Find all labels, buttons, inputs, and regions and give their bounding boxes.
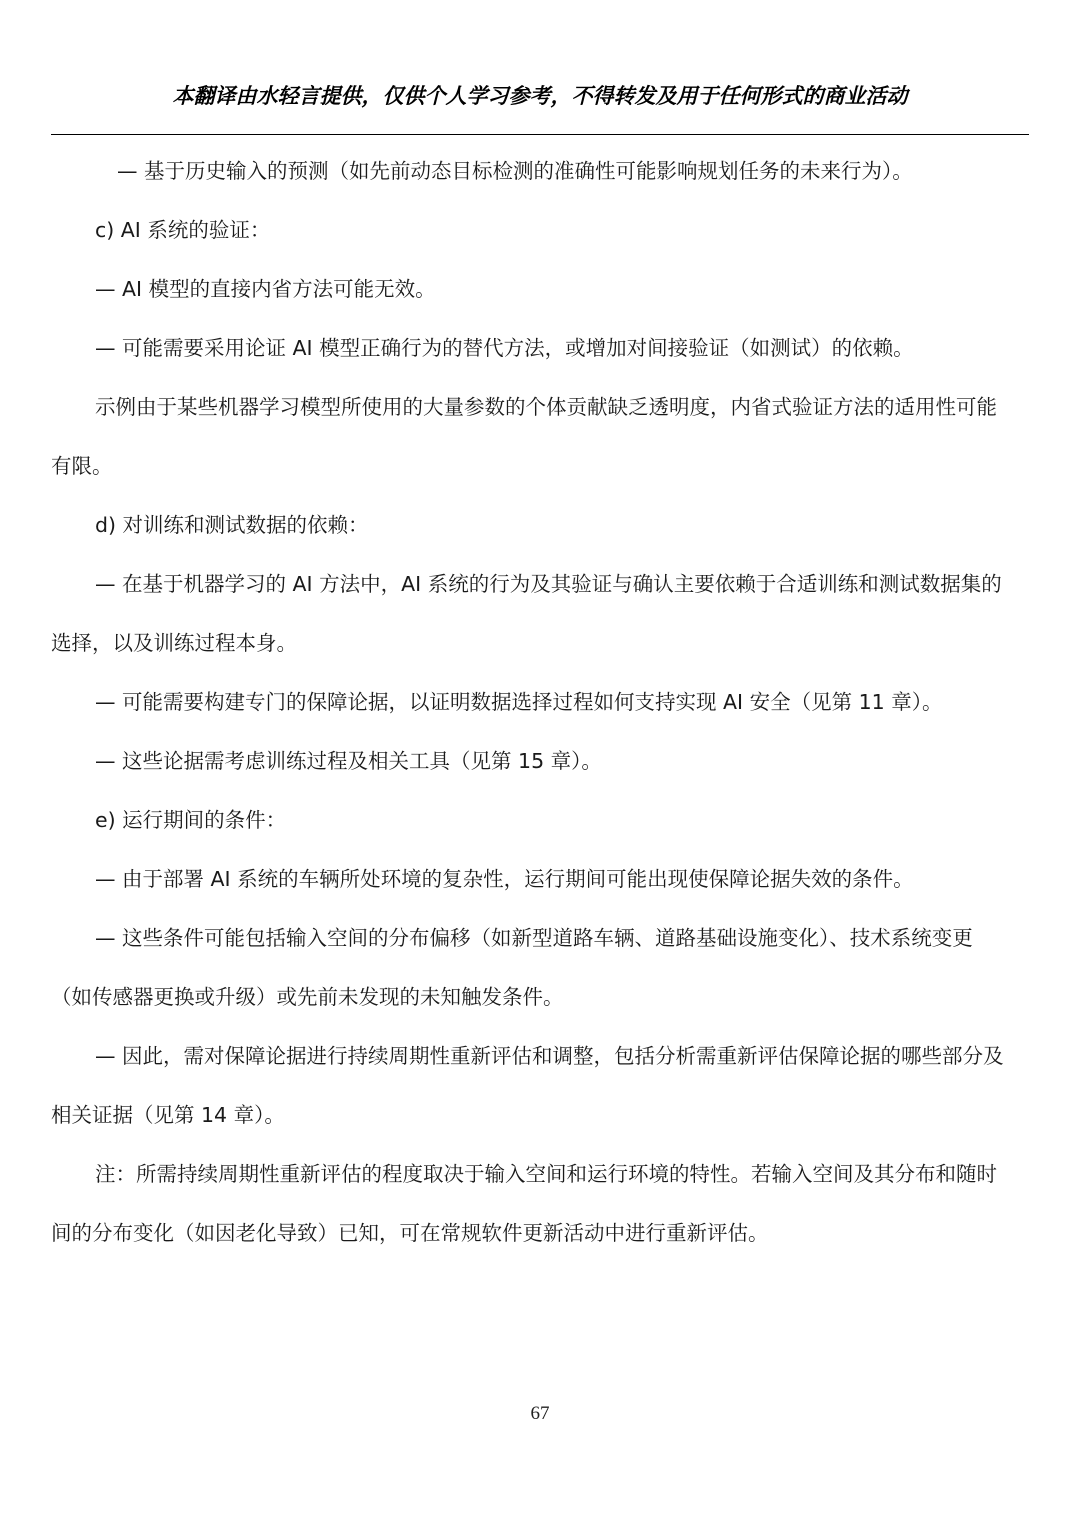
bullet-introspection: — AI 模型的直接内省方法可能无效。 — [95, 277, 436, 301]
item-e-heading: e) 运行期间的条件： — [95, 808, 287, 832]
document-body — [51, 142, 1011, 1263]
bullet-environment-complexity: — 由于部署 AI 系统的车辆所处环境的复杂性，运行期间可能出现使保障论据失效的条件。 — [95, 867, 914, 891]
page-number: 67 — [530, 1403, 550, 1424]
item-c-heading: c) AI 系统的验证： — [95, 218, 271, 242]
item-d-heading: d) 对训练和测试数据的依赖： — [95, 513, 369, 537]
example-paragraph: 示例由于某些机器学习模型所使用的大量参数的个体贡献缺乏透明度，内省式验证方法的适用性可能有限。 — [51, 395, 997, 478]
bullet-assurance-argument: — 可能需要构建专门的保障论据，以证明数据选择过程如何支持实现 AI 安全（见第 11 章）。 — [95, 690, 943, 714]
bullet-ml-data-dependency: — 在基于机器学习的 AI 方法中，AI 系统的行为及其验证与确认主要依赖于合适训练和测试数据集的选择，以及训练过程本身。 — [51, 572, 1002, 655]
note-paragraph: 注：所需持续周期性重新评估的程度取决于输入空间和运行环境的特性。若输入空间及其分布和随时间的分布变化（如因老化导致）已知，可在常规软件更新活动中进行重新评估。 — [51, 1162, 997, 1245]
header-divider — [51, 134, 1029, 135]
bullet-distribution-shift: — 这些条件可能包括输入空间的分布偏移（如新型道路车辆、道路基础设施变化）、技术系统变更（如传感器更换或升级）或先前未发现的未知触发条件。 — [51, 926, 973, 1009]
bullet-reevaluation: — 因此，需对保障论据进行持续周期性重新评估和调整，包括分析需重新评估保障论据的哪些部分及相关证据（见第 14 章）。 — [51, 1044, 1004, 1127]
bullet-training-tools: — 这些论据需考虑训练过程及相关工具（见第 15 章）。 — [95, 749, 602, 773]
bullet-alternative-methods: — 可能需要采用论证 AI 模型正确行为的替代方法，或增加对间接验证（如测试）的依赖。 — [95, 336, 914, 360]
bullet-history-prediction: — 基于历史输入的预测（如先前动态目标检测的准确性可能影响规划任务的未来行为）。 — [117, 159, 913, 183]
translation-notice-header: 本翻译由水轻言提供，仅供个人学习参考，不得转发及用于任何形式的商业活动 — [172, 84, 908, 108]
